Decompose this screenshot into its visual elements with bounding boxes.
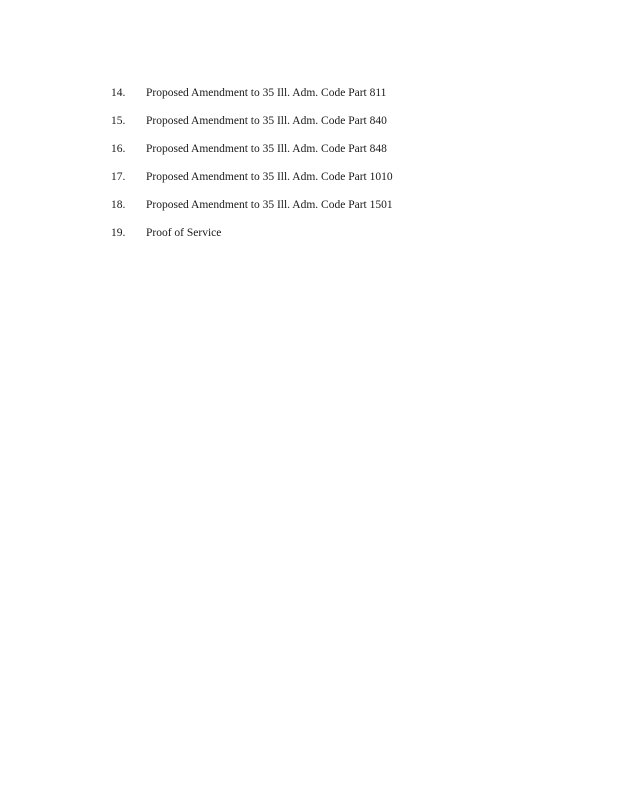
item-text: Proposed Amendment to 35 Ill. Adm. Code Part 1501 (146, 199, 393, 211)
item-number: 18. (111, 199, 126, 211)
item-text: Proof of Service (146, 227, 222, 239)
item-text: Proposed Amendment to 35 Ill. Adm. Code Part 848 (146, 143, 387, 155)
item-number: 14. (111, 87, 126, 99)
item-number: 19. (111, 227, 126, 239)
item-text: Proposed Amendment to 35 Ill. Adm. Code Part 811 (146, 87, 387, 99)
item-number: 16. (111, 143, 126, 155)
item-text: Proposed Amendment to 35 Ill. Adm. Code Part 840 (146, 115, 387, 127)
item-number: 17. (111, 171, 126, 183)
item-text: Proposed Amendment to 35 Ill. Adm. Code Part 1010 (146, 171, 393, 183)
item-number: 15. (111, 115, 126, 127)
